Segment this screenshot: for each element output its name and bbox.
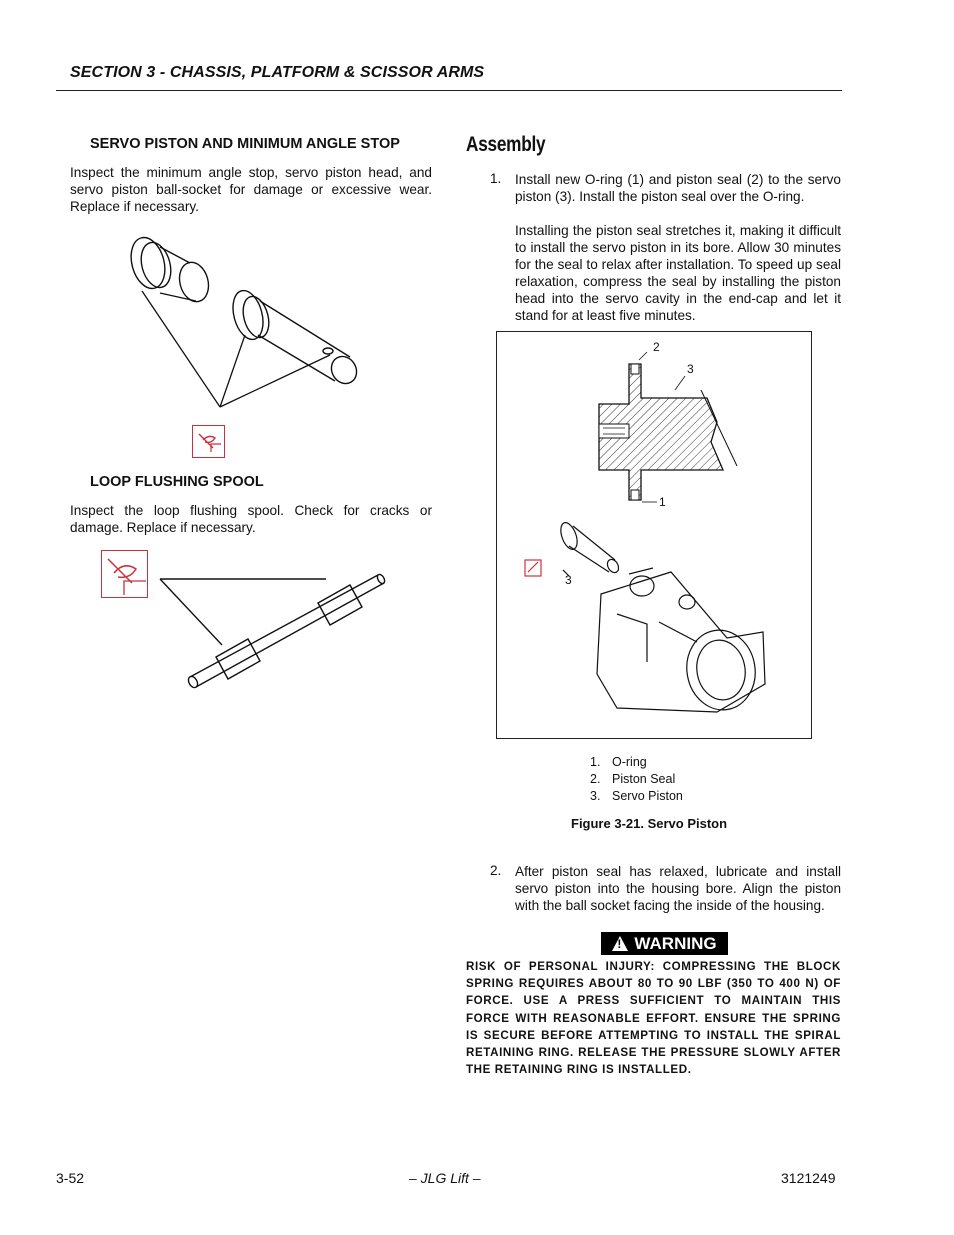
step-1-number: 1. — [490, 171, 502, 186]
warning-icon — [612, 936, 628, 951]
warning-text: RISK OF PERSONAL INJURY: COMPRESSING THE BLOCK SPRING REQUIRES ABOUT 80 TO 90 LBF (350 TO 400 N) OF FORCE. USE A PRESS SUFFICIENT TO MAINTAIN THIS FORCE WITH REASONABLE EFFORT. ENSURE THE SPRING IS SECURE BEFORE ATTEMPTING TO INSTALL THE SPIRAL RETAINING RING. RELEASE THE PRESSURE SLOWLY AFTER THE RETAINING RING IS INSTALLED. — [466, 960, 841, 1077]
footer-brand: – JLG Lift – — [409, 1170, 481, 1186]
servo-heading: SERVO PISTON AND MINIMUM ANGLE STOP — [90, 136, 400, 152]
servo-text: Inspect the minimum angle stop, servo piston head, and servo piston ball-socket for damage or excessive wear. Replace if necessary. — [70, 165, 432, 214]
step-2-number: 2. — [490, 863, 502, 878]
servo-piston-figure — [496, 331, 812, 739]
callout-2: 2 — [653, 340, 660, 354]
header-rule — [56, 90, 842, 91]
legend-item: 2. Piston Seal — [590, 772, 676, 786]
loop-flushing-spool-illustration — [150, 565, 395, 695]
step-1-note: Installing the piston seal stretches it, making it difficult to install the servo piston in its bore. Allow 30 minutes for the seal to relax after installation. To speed up seal relaxation, compress the seal by installing the piston head into the servo cavity in the end-cap and let it stand for at least five minutes. — [515, 223, 841, 323]
assembly-heading: Assembly — [466, 133, 546, 156]
callout-3-bottom: 3 — [565, 573, 572, 587]
loop-heading: LOOP FLUSHING SPOOL — [90, 474, 264, 490]
figure-legend — [590, 754, 683, 805]
figure-caption: Figure 3-21. Servo Piston — [571, 816, 728, 831]
document-number: 3121249 — [781, 1170, 836, 1186]
section-title: SECTION 3 - CHASSIS, PLATFORM & SCISSOR ARMS — [70, 64, 485, 81]
legend-item: 3. Servo Piston — [590, 789, 683, 803]
inspect-icon-2 — [101, 550, 148, 598]
page-number: 3-52 — [56, 1170, 85, 1186]
legend-item: 1. O-ring — [590, 755, 647, 769]
warning-label: WARNING — [634, 933, 717, 953]
servo-piston-diagram — [497, 332, 811, 738]
loop-text: Inspect the loop flushing spool. Check for cracks or damage. Replace if necessary. — [70, 503, 432, 535]
callout-3-top: 3 — [687, 362, 694, 376]
step-1-text: Install new O-ring (1) and piston seal (2) to the servo piston (3). Install the piston seal over the O-ring. — [515, 172, 841, 204]
warning-badge — [601, 932, 728, 955]
servo-piston-stop-illustration — [120, 225, 370, 465]
inspect-icon — [192, 425, 225, 458]
step-2-text: After piston seal has relaxed, lubricate and install servo piston into the housing bore. Align the piston with the ball socket facing the inside of the housing. — [515, 864, 841, 913]
callout-1: 1 — [659, 495, 666, 509]
